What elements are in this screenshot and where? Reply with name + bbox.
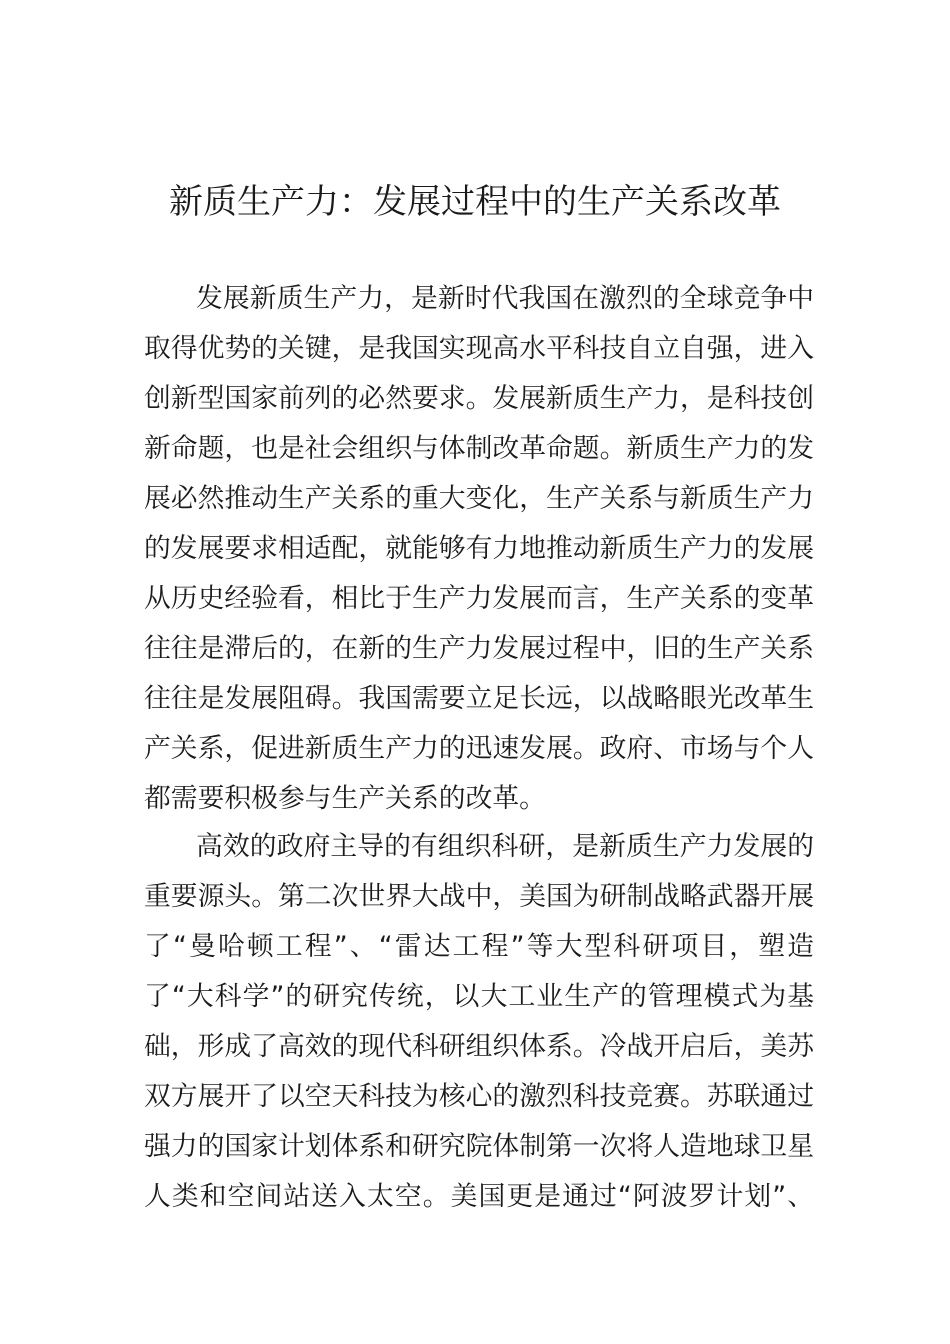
paragraph-line: 展必然推动生产关系的重大变化，生产关系与新质生产力: [144, 483, 814, 514]
paragraph-line: 新命题，也是社会组织与体制改革命题。新质生产力的发: [144, 433, 814, 464]
paragraph-line: 发展新质生产力，是新时代我国在激烈的全球竞争中: [196, 283, 814, 314]
paragraph-line: 了“大科学”的研究传统，以大工业生产的管理模式为基: [144, 981, 814, 1012]
paragraph-line: 产关系，促进新质生产力的迅速发展。政府、市场与个人: [144, 733, 814, 764]
paragraph-line: 创新型国家前列的必然要求。发展新质生产力，是科技创: [144, 383, 814, 414]
paragraph-line: 人类和空间站送入太空。美国更是通过“阿波罗计划”、: [144, 1181, 814, 1212]
paragraph-line: 础，形成了高效的现代科研组织体系。冷战开启后，美苏: [144, 1031, 814, 1062]
paragraph-line: 双方展开了以空天科技为核心的激烈科技竞赛。苏联通过: [144, 1081, 814, 1112]
paragraph-line: 高效的政府主导的有组织科研，是新质生产力发展的: [196, 831, 814, 862]
paragraph-line: 从历史经验看，相比于生产力发展而言，生产关系的变革: [144, 583, 814, 614]
paragraph-line: 强力的国家计划体系和研究院体制第一次将人造地球卫星: [144, 1131, 814, 1162]
paragraph-line: 往往是发展阻碍。我国需要立足长远，以战略眼光改革生: [144, 683, 814, 714]
paragraph-line: 都需要积极参与生产关系的改革。: [144, 783, 546, 814]
paragraph-line: 重要源头。第二次世界大战中，美国为研制战略武器开展: [144, 881, 814, 912]
paragraph-line: 的发展要求相适配，就能够有力地推动新质生产力的发展: [144, 533, 814, 564]
document-title: 新质生产力：发展过程中的生产关系改革: [169, 182, 781, 222]
paragraph-line: 了“曼哈顿工程”、“雷达工程”等大型科研项目，塑造: [144, 931, 814, 962]
paragraph-line: 取得优势的关键，是我国实现高水平科技自立自强，进入: [144, 333, 814, 364]
paragraph-line: 往往是滞后的，在新的生产力发展过程中，旧的生产关系: [144, 633, 814, 664]
